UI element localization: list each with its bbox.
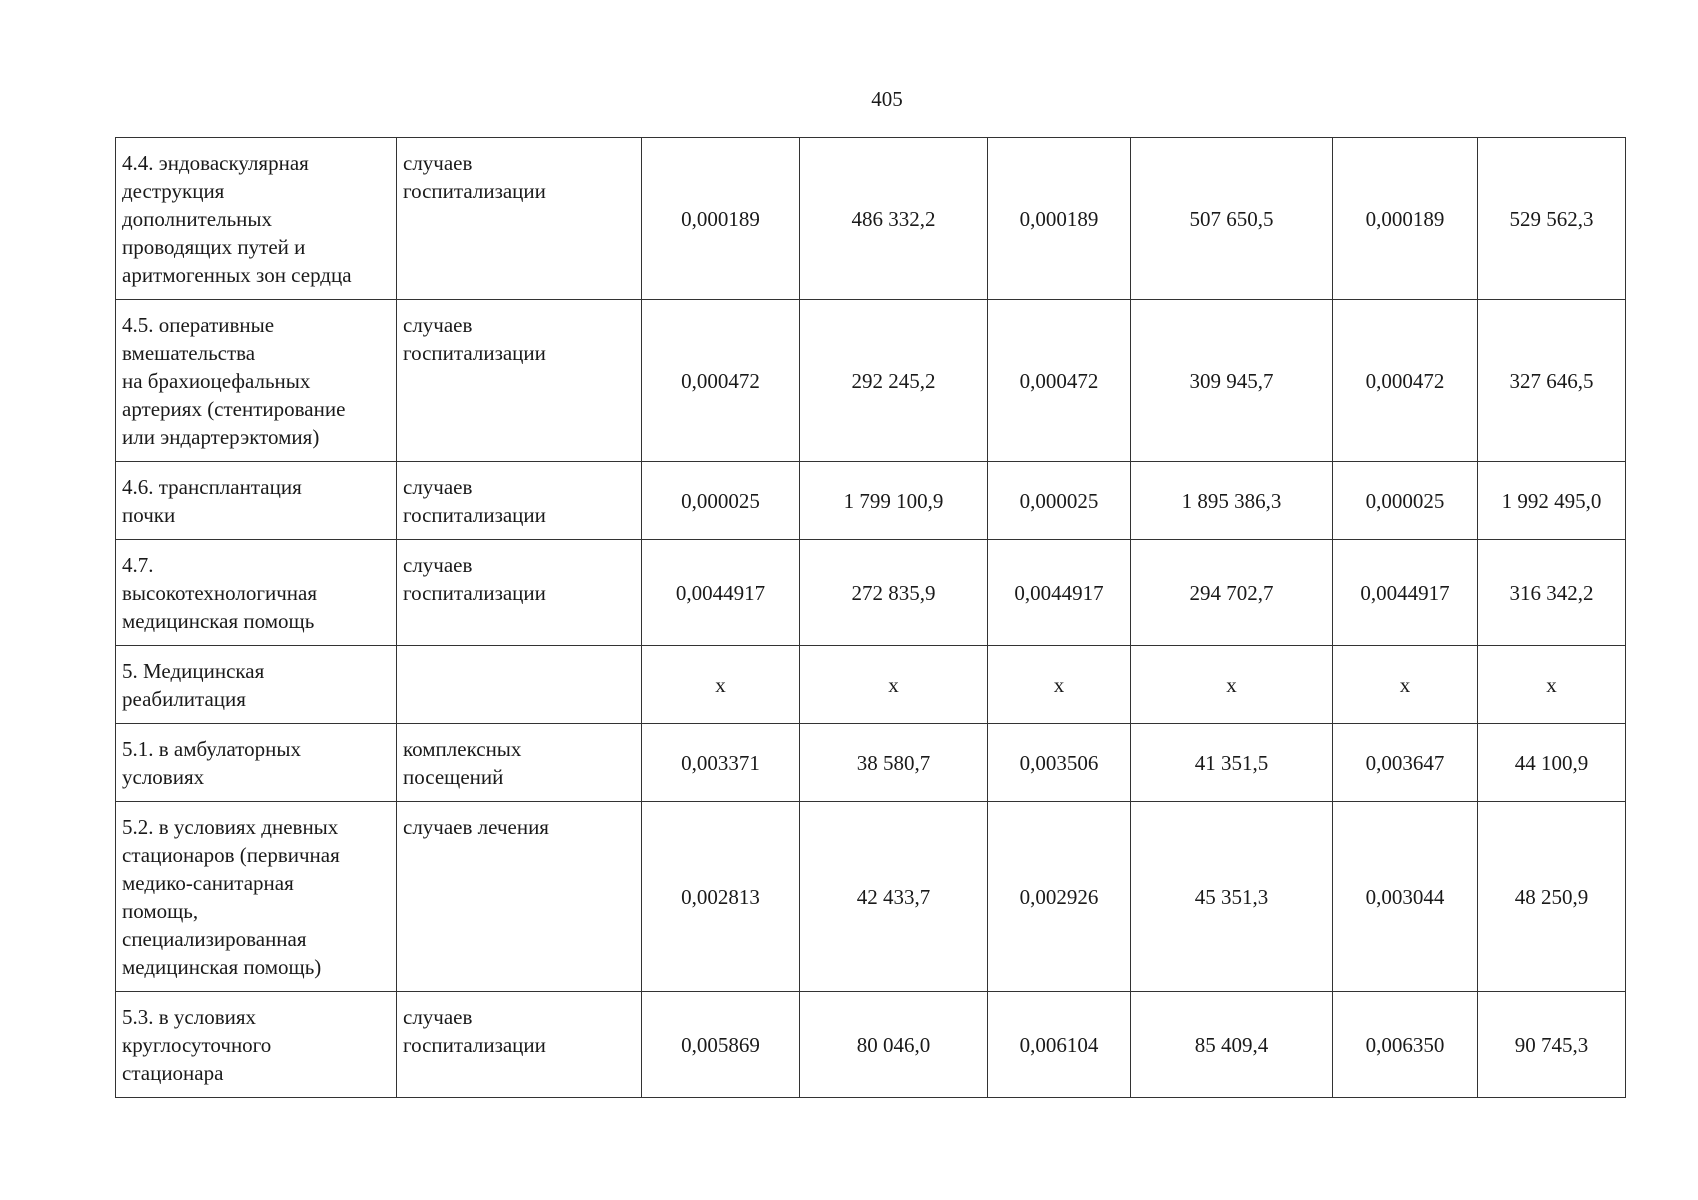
value-cell: 1 895 386,3 <box>1131 462 1333 540</box>
value-cell: 0,003647 <box>1333 724 1478 802</box>
value-cell: 0,005869 <box>642 992 800 1098</box>
value-cell: 90 745,3 <box>1478 992 1626 1098</box>
value-cell: 38 580,7 <box>800 724 988 802</box>
row-name: 4.6. трансплантация почки <box>122 475 302 527</box>
value-cell: 0,0044917 <box>642 540 800 646</box>
value-cell: 41 351,5 <box>1131 724 1333 802</box>
value-cell: 0,003044 <box>1333 802 1478 992</box>
unit-label: случаев госпитализации <box>403 553 546 605</box>
value-cell: 0,003371 <box>642 724 800 802</box>
value-cell: 0,002926 <box>988 802 1131 992</box>
value-cell: 0,000472 <box>988 300 1131 462</box>
unit-cell <box>397 646 642 724</box>
table-row <box>116 646 1626 724</box>
value-cell: 1 992 495,0 <box>1478 462 1626 540</box>
value-cell: 0,000025 <box>1333 462 1478 540</box>
value-cell: 294 702,7 <box>1131 540 1333 646</box>
table-row <box>116 540 1626 646</box>
row-name-cell <box>116 646 397 724</box>
row-name-cell <box>116 992 397 1098</box>
value-cell: 0,000189 <box>642 138 800 300</box>
unit-label: комплексных посещений <box>403 737 522 789</box>
value-cell: х <box>1131 646 1333 724</box>
value-cell: х <box>1333 646 1478 724</box>
unit-cell <box>397 138 642 300</box>
value-cell: 85 409,4 <box>1131 992 1333 1098</box>
row-name: 5.2. в условиях дневных стационаров (первичная медико-санитарная помощь, специализированная медицинская помощь) <box>122 815 340 979</box>
value-cell: 0,000472 <box>642 300 800 462</box>
page-number: 405 <box>871 87 903 111</box>
value-cell: 0,000025 <box>988 462 1131 540</box>
value-cell: х <box>642 646 800 724</box>
value-cell: 327 646,5 <box>1478 300 1626 462</box>
value-cell: 486 332,2 <box>800 138 988 300</box>
unit-label: случаев госпитализации <box>403 313 546 365</box>
value-cell: х <box>1478 646 1626 724</box>
value-cell: 0,002813 <box>642 802 800 992</box>
unit-cell <box>397 802 642 992</box>
data-table <box>115 137 1626 1098</box>
table-row <box>116 300 1626 462</box>
value-cell: 309 945,7 <box>1131 300 1333 462</box>
row-name-cell <box>116 540 397 646</box>
row-name-cell <box>116 300 397 462</box>
unit-label: случаев госпитализации <box>403 151 546 203</box>
row-name: 5.3. в условиях круглосуточного стационара <box>122 1005 272 1085</box>
value-cell: 0,006350 <box>1333 992 1478 1098</box>
unit-cell <box>397 540 642 646</box>
value-cell: 0,000025 <box>642 462 800 540</box>
value-cell: 0,000472 <box>1333 300 1478 462</box>
row-name: 4.4. эндоваскулярная деструкция дополнительных проводящих путей и аритмогенных зон сердца <box>122 151 352 287</box>
table-row <box>116 992 1626 1098</box>
unit-cell <box>397 992 642 1098</box>
value-cell: 0,000189 <box>988 138 1131 300</box>
value-cell: 529 562,3 <box>1478 138 1626 300</box>
row-name-cell <box>116 462 397 540</box>
row-name: 4.5. оперативные вмешательства на брахиоцефальных артериях (стентирование или эндартерэктомия) <box>122 313 346 449</box>
table-row <box>116 724 1626 802</box>
row-name: 4.7. высокотехнологичная медицинская помощь <box>122 553 317 633</box>
value-cell: 507 650,5 <box>1131 138 1333 300</box>
table-row <box>116 462 1626 540</box>
unit-label: случаев госпитализации <box>403 475 546 527</box>
value-cell: 272 835,9 <box>800 540 988 646</box>
row-name: 5.1. в амбулаторных условиях <box>122 737 301 789</box>
value-cell: 0,003506 <box>988 724 1131 802</box>
value-cell: 0,0044917 <box>1333 540 1478 646</box>
value-cell: 0,0044917 <box>988 540 1131 646</box>
value-cell: 1 799 100,9 <box>800 462 988 540</box>
value-cell: х <box>988 646 1131 724</box>
value-cell: 48 250,9 <box>1478 802 1626 992</box>
unit-cell <box>397 462 642 540</box>
value-cell: 42 433,7 <box>800 802 988 992</box>
unit-cell <box>397 300 642 462</box>
row-name-cell <box>116 802 397 992</box>
unit-label: случаев лечения <box>403 815 549 839</box>
row-name-cell <box>116 138 397 300</box>
value-cell: 0,006104 <box>988 992 1131 1098</box>
value-cell: 44 100,9 <box>1478 724 1626 802</box>
table-row <box>116 138 1626 300</box>
row-name: 5. Медицинская реабилитация <box>122 659 265 711</box>
value-cell: 45 351,3 <box>1131 802 1333 992</box>
value-cell: х <box>800 646 988 724</box>
value-cell: 0,000189 <box>1333 138 1478 300</box>
row-name-cell <box>116 724 397 802</box>
unit-label: случаев госпитализации <box>403 1005 546 1057</box>
unit-cell <box>397 724 642 802</box>
table-row <box>116 802 1626 992</box>
value-cell: 80 046,0 <box>800 992 988 1098</box>
value-cell: 292 245,2 <box>800 300 988 462</box>
value-cell: 316 342,2 <box>1478 540 1626 646</box>
